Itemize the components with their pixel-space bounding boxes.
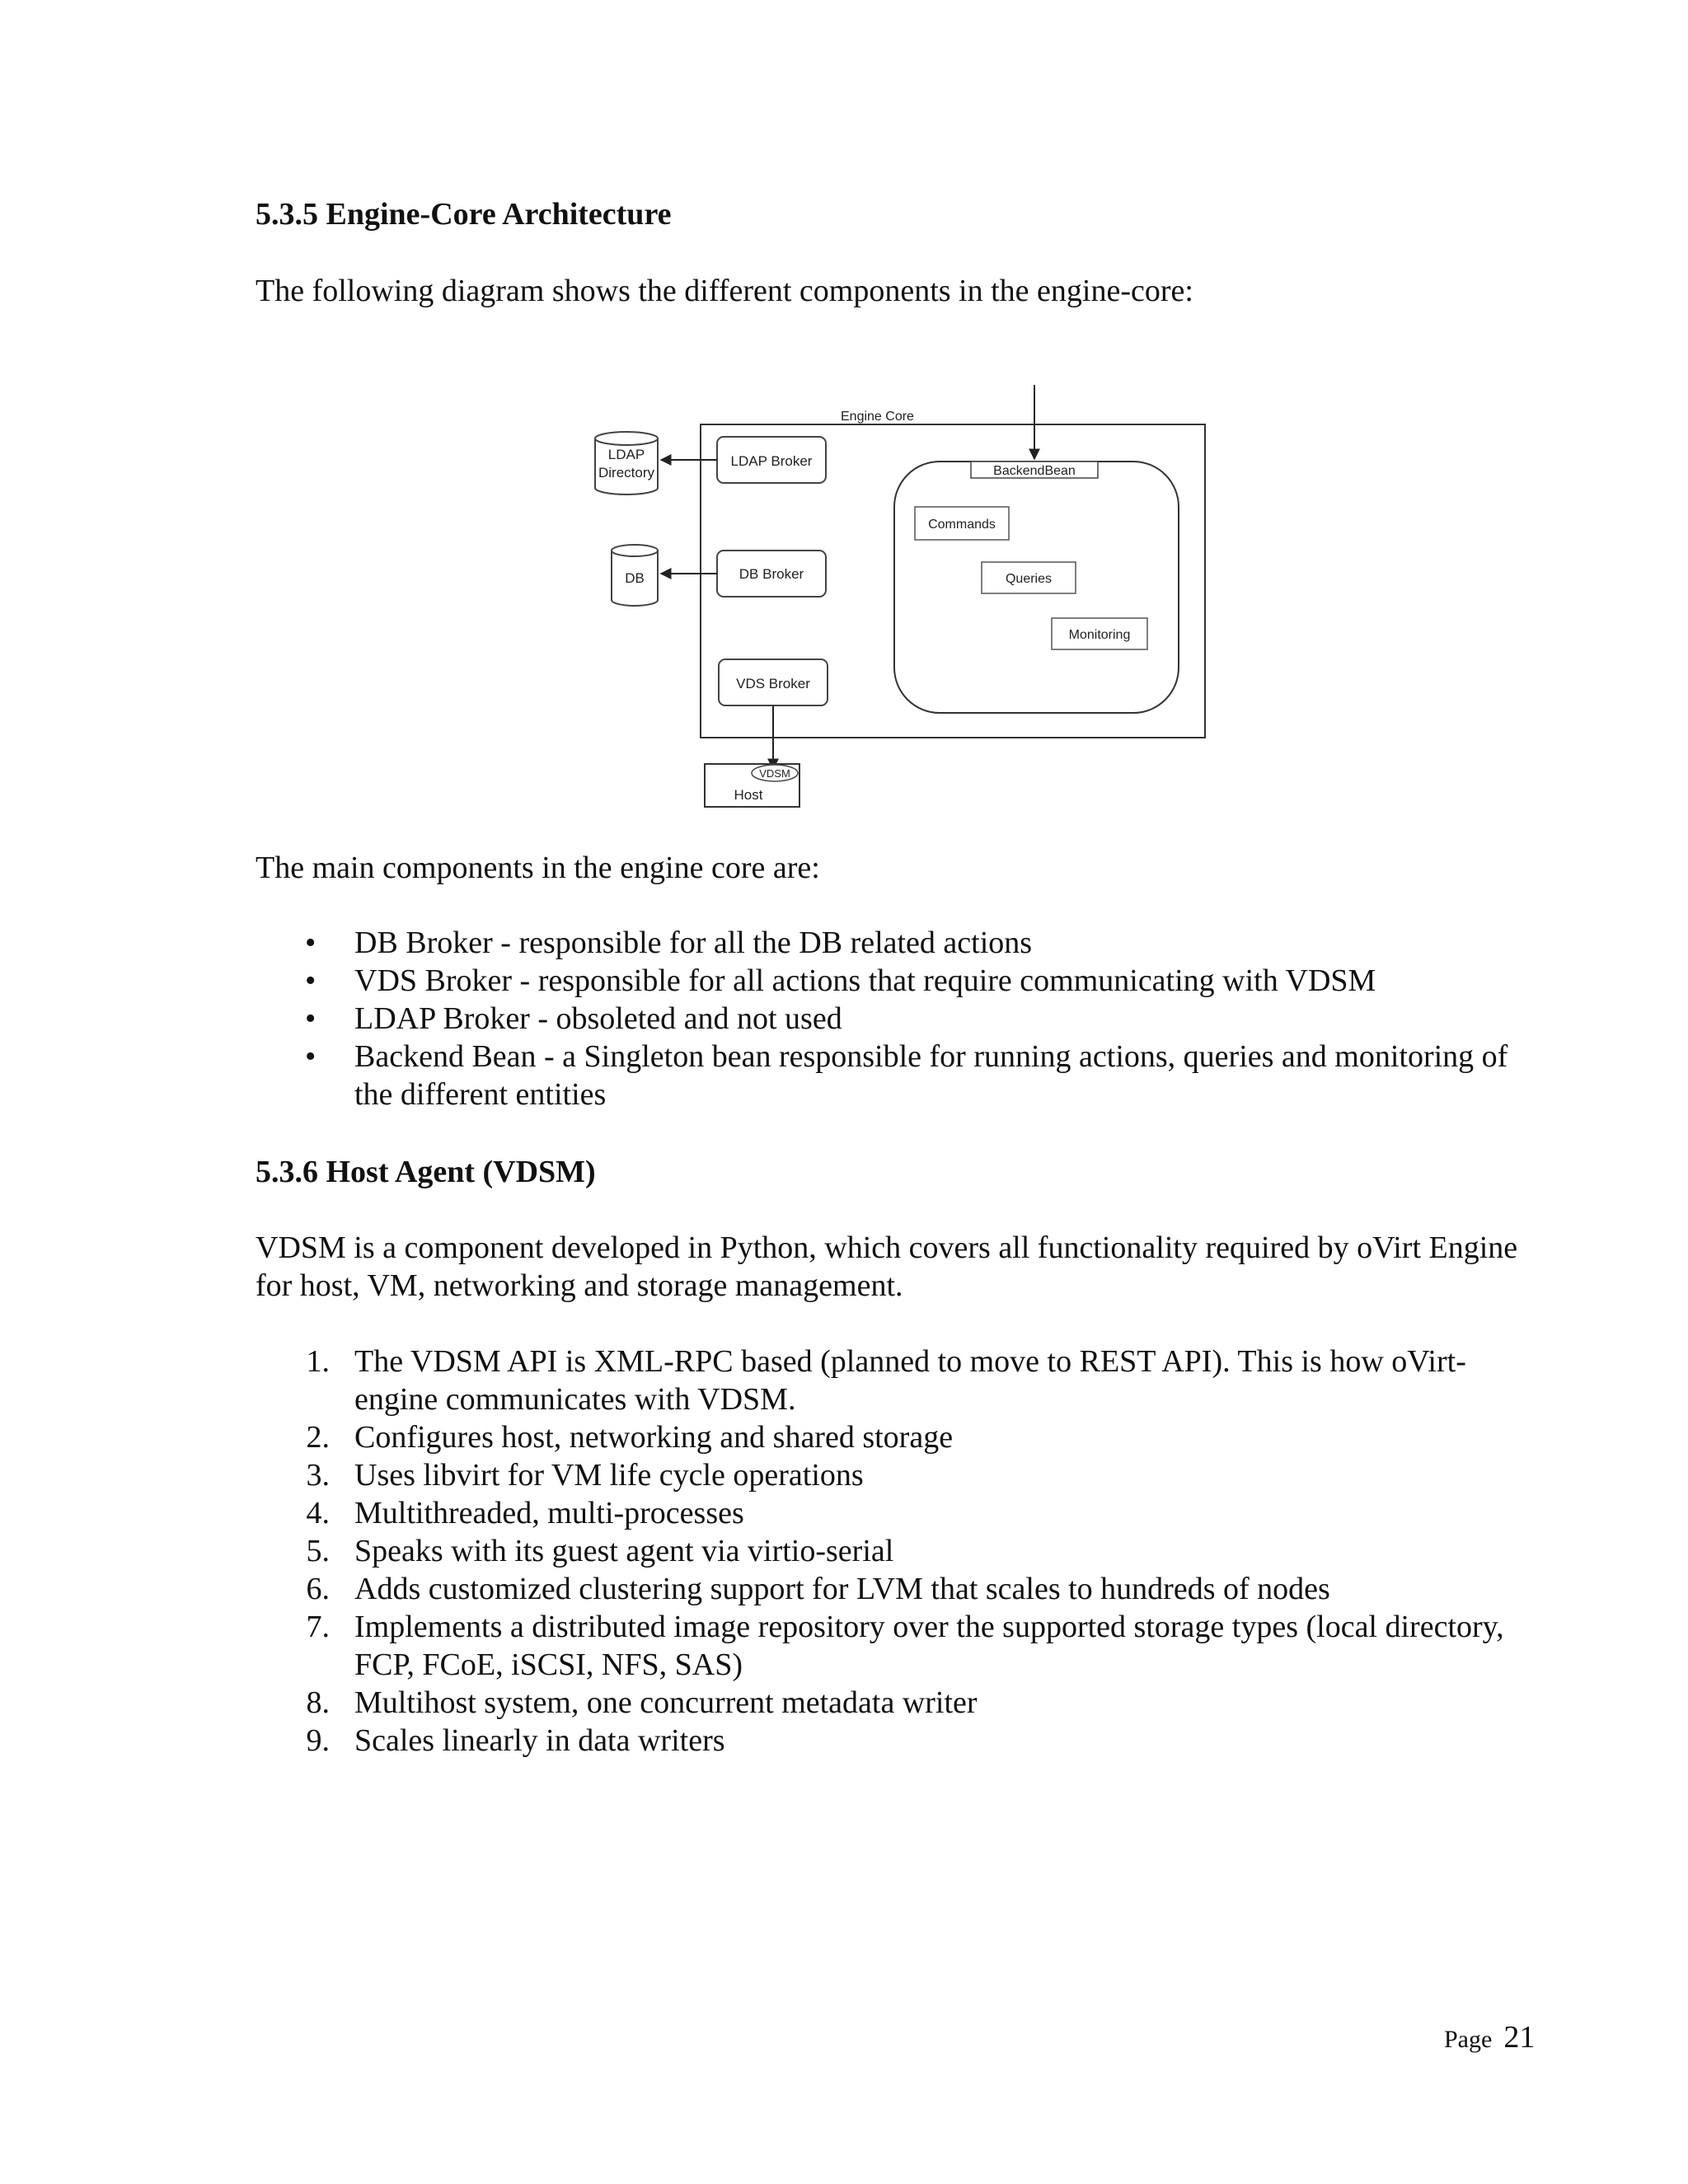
bullet-marker: •	[305, 1039, 316, 1074]
engine-core-label: Engine Core	[841, 410, 914, 424]
engine-core-diagram	[577, 375, 1236, 820]
host-label: Host	[734, 787, 763, 803]
list-item: 2. Configures host, networking and shared storage	[306, 1420, 954, 1455]
vds-broker-label: VDS Broker	[736, 676, 810, 691]
list-item: 4. Multithreaded, multi-processes	[306, 1496, 744, 1530]
bullet-marker: •	[305, 1001, 316, 1036]
list-item: 8. Multihost system, one concurrent metadata writer	[306, 1685, 978, 1720]
db-cylinder	[612, 545, 658, 606]
ldap-directory-label: LDAP	[607, 447, 645, 462]
page-label: Page	[1444, 2026, 1493, 2053]
queries-label: Queries	[1005, 572, 1053, 586]
backendbean-label: BackendBean	[993, 464, 1076, 478]
ldap-directory-label-2: Directory	[598, 465, 655, 480]
section-heading-host-agent: 5.3.6 Host Agent (VDSM)	[256, 1155, 596, 1189]
engine-core-intro: The following diagram shows the different components in the engine-core:	[256, 274, 1193, 308]
list-item: • VDS Broker - responsible for all actions that require communicating with VDSM	[305, 963, 1376, 998]
list-item: • LDAP Broker - obsoleted and not used	[305, 1001, 842, 1036]
db-broker-label: DB Broker	[738, 566, 804, 582]
vdsm-feature-list	[256, 1343, 1541, 1760]
page-number: 21	[1503, 2020, 1536, 2055]
section-heading-engine-core: 5.3.5 Engine-Core Architecture	[256, 197, 672, 232]
list-item: 3. Uses libvirt for VM life cycle operations	[306, 1458, 864, 1493]
ldap-broker-label: LDAP Broker	[730, 453, 813, 469]
components-list	[256, 924, 1541, 1113]
list-item: 1. The VDSM API is XML-RPC based (planned to move to REST API). This is how oVirt-engine communicates with VDSM.	[306, 1344, 1466, 1417]
list-item: 9. Scales linearly in data writers	[306, 1723, 725, 1758]
list-item: • DB Broker - responsible for all the DB related actions	[305, 926, 1033, 960]
bullet-marker: •	[305, 926, 316, 960]
bullet-marker: •	[305, 963, 316, 998]
components-intro: The main components in the engine core are:	[256, 851, 820, 885]
list-item: 7. Implements a distributed image repository over the supported storage types (local directory, FCP, FCoE, iSCSI, NFS, SAS)	[306, 1610, 1504, 1682]
page-footer	[1444, 2019, 1535, 2055]
list-item: 6. Adds customized clustering support for LVM that scales to hundreds of nodes	[306, 1572, 1330, 1606]
db-label: DB	[625, 570, 645, 586]
vdsm-intro: VDSM is a component developed in Python, which covers all functionality required by oVirt Engine for host, VM, networking and storage management.	[256, 1230, 1518, 1303]
commands-label: Commands	[928, 518, 996, 532]
vdsm-label: VDSM	[759, 767, 790, 780]
monitoring-label: Monitoring	[1068, 628, 1131, 642]
list-item: • Backend Bean - a Singleton bean responsible for running actions, queries and monitoring of the different entities	[305, 1039, 1508, 1112]
list-item: 5. Speaks with its guest agent via virtio-serial	[306, 1534, 894, 1568]
ldap-directory-cylinder	[595, 432, 658, 494]
